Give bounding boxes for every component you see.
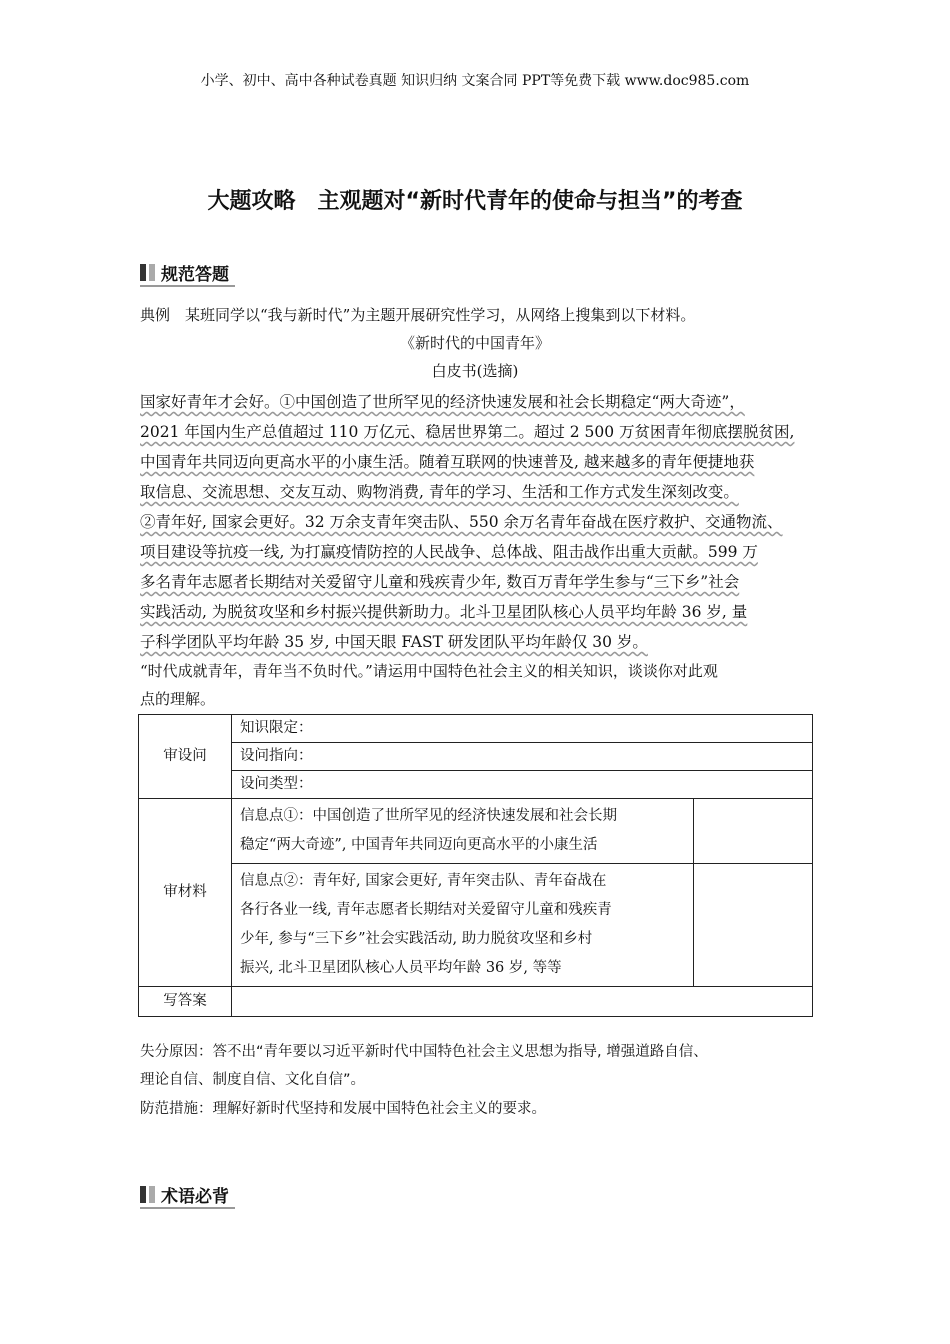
material-line: 项目建设等抗疫一线, 为打赢疫情防控的人民战争、总体战、阻击战作出重大贡献。599 万 — [140, 543, 758, 561]
question-direction: 设问指向： — [232, 743, 813, 771]
info-line: 稳定“两大奇迹”, 中国青年共同迈向更高水平的小康生活 — [240, 837, 598, 853]
blank-cell — [694, 864, 813, 987]
analysis-table — [138, 714, 813, 1017]
section-heading-standard-answer — [140, 260, 235, 287]
row-head-question: 审设问 — [139, 715, 232, 799]
info-line: 各行各业一线, 青年志愿者长期结对关爱留守儿童和残疾青 — [240, 902, 612, 918]
material-line: 取信息、交流思想、交友互动、购物消费, 青年的学习、生活和工作方式发生深刻改变。 — [140, 483, 739, 501]
loss-reason: 理论自信、制度自信、文化自信”。 — [140, 1072, 366, 1088]
material-subtitle: 白皮书(选摘) — [431, 362, 519, 380]
info-line: 少年, 参与“三下乡”社会实践活动, 助力脱贫攻坚和乡村 — [240, 931, 593, 947]
knowledge-scope: 知识限定： — [232, 715, 813, 743]
material-title: 《新时代的中国青年》 — [399, 334, 550, 352]
page-title: 大题攻略 主观题对“新时代青年的使命与担当”的考查 — [207, 189, 743, 214]
question-type: 设问类型： — [232, 771, 813, 799]
row-head-answer: 写答案 — [139, 987, 232, 1017]
section-label: 术语必背 — [161, 1187, 229, 1207]
question-line: “时代成就青年，青年当不负时代。”请运用中国特色社会主义的相关知识，谈谈你对此观 — [140, 662, 718, 680]
loss-reason: 失分原因：答不出“青年要以习近平新时代中国特色社会主义思想为指导, 增强道路自信、 — [140, 1044, 708, 1060]
material-line: 实践活动, 为脱贫攻坚和乡村振兴提供新助力。北斗卫星团队核心人员平均年龄 36 岁, 量 — [140, 603, 748, 621]
answer-cell — [232, 987, 813, 1017]
info-line: 信息点①：中国创造了世所罕见的经济快速发展和社会长期 — [240, 808, 617, 824]
prevention: 防范措施：理解好新时代坚持和发展中国特色社会主义的要求。 — [140, 1101, 546, 1117]
info-line: 信息点②：青年好, 国家会更好, 青年突击队、青年奋战在 — [240, 873, 607, 889]
section-label: 规范答题 — [161, 265, 229, 285]
page-header: 小学、初中、高中各种试卷真题 知识归纳 文案合同 PPT等免费下载 www.doc985.com — [200, 73, 750, 89]
material-line: 2021 年国内生产总值超过 110 万亿元、稳居世界第二。超过 2 500 万贫困青年彻底摆脱贫困, — [140, 423, 795, 441]
example-intro: 典例 某班同学以“我与新时代”为主题开展研究性学习，从网络上搜集到以下材料。 — [140, 306, 696, 324]
material-line: 中国青年共同迈向更高水平的小康生活。随着互联网的快速普及, 越来越多的青年便捷地获 — [140, 453, 755, 471]
question-line: 点的理解。 — [140, 690, 216, 708]
material-line: 子科学团队平均年龄 35 岁, 中国天眼 FAST 研发团队平均年龄仅 30 岁。 — [140, 633, 648, 651]
material-line: 多名青年志愿者长期结对关爱留守儿童和残疾青少年, 数百万青年学生参与“三下乡”社会 — [140, 573, 740, 591]
row-head-material: 审材料 — [139, 799, 232, 987]
info-line: 振兴, 北斗卫星团队核心人员平均年龄 36 岁, 等等 — [240, 960, 562, 976]
info-point-2 — [232, 864, 694, 987]
material-line: 国家好青年才会好。①中国创造了世所罕见的经济快速发展和社会长期稳定“两大奇迹”， — [140, 393, 745, 411]
section-heading-terms — [140, 1182, 235, 1209]
material-line: ②青年好, 国家会更好。32 万余支青年突击队、550 余万名青年奋战在医疗救护、交通物流、 — [140, 513, 783, 531]
blank-cell — [694, 799, 813, 864]
info-point-1 — [232, 799, 694, 864]
